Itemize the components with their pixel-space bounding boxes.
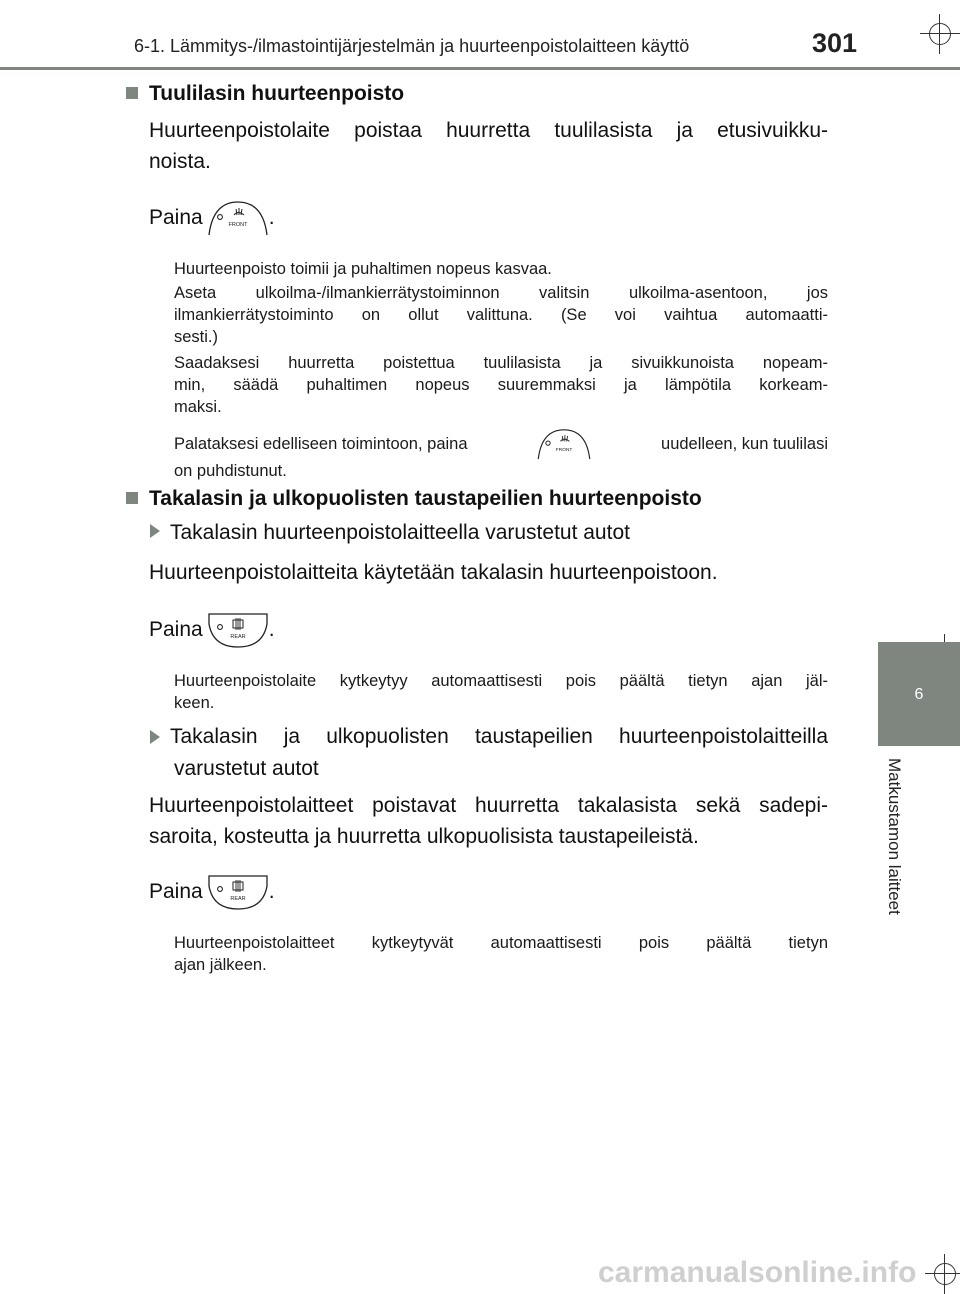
chapter-label: Matkustamon laitteet [885,758,904,915]
rear-button-text: REAR [230,634,246,640]
triangle-bullet-icon [150,524,160,538]
front-button-text-inline: FRONT [555,448,573,454]
rear-defroster-button-icon-2[interactable] [207,874,269,910]
rear-button-text-2: REAR [230,896,246,902]
crop-mark-bottom-right [925,1254,960,1294]
chapter-number: 6 [914,686,924,703]
front-defroster-button-icon[interactable] [207,200,269,236]
triangle-bullet-icon [150,730,160,744]
chapter-tab[interactable] [878,642,960,746]
watermark: carmanualsonline.info [598,1256,917,1289]
crop-mark-top-right [920,14,960,54]
note-windshield-2: Aseta ulkoilma-/ilmankierrätystoiminnon valitsin ulkoilma-asentoon, jos ilmankierrätystoiminto on ollut valittuna. (Se voi vaihtua automaatti- sesti.) [174,284,828,346]
front-defroster-button-icon-inline[interactable] [536,428,592,460]
note-rear-window: Huurteenpoistolaite kytkeytyy automaattisesti pois päältä tietyn ajan jäl- keen. [174,672,828,712]
note-windshield-1: Huurteenpoisto toimii ja puhaltimen nopeus kasvaa. [174,260,552,278]
header-title: 6-1. Lämmitys-/ilmastointijärjestelmän ja huurteenpoistolaitteen käyttö [134,36,690,56]
section-body-windshield: Huurteenpoistolaite poistaa huurretta tuulilasista ja etusivuikku- noista. [149,119,828,173]
square-bullet-icon [126,87,138,99]
subsection-body-rear-and-mirrors: Huurteenpoistolaitteet poistavat huurretta takalasista sekä sadepi- saroita, kosteutta ja huurretta ulkopuolisista taustapeileistä. [149,794,828,848]
note-windshield-3: Saadaksesi huurretta poistettua tuulilasista ja sivuikkunoista nopeam- min, säädä puhaltimen nopeus suuremmaksi ja lämpötila korkeam- maksi. [174,354,828,416]
press-rear-instruction-1: Paina REAR . [149,612,275,648]
header-rule [0,67,960,70]
subsection-body-rear-window: Huurteenpoistolaitteita käytetään takalasin huurteenpoistoon. [149,561,718,584]
subsection-title-rear-and-mirrors: Takalasin ja ulkopuolisten taustapeilien huurteenpoistolaitteilla varustetut autot [150,725,828,781]
front-button-text: FRONT [228,222,248,228]
subsection-title-rear-window: Takalasin huurteenpoistolaitteella varustetut autot [150,521,630,545]
note-rear-and-mirrors: Huurteenpoistolaitteet kytkeytyvät automaattisesti pois päältä tietyn ajan jälkeen. [174,934,828,974]
section-heading-rear: Takalasin ja ulkopuolisten taustapeilien huurteenpoisto [126,487,702,511]
square-bullet-icon [126,492,138,504]
section-heading-windshield: Tuulilasin huurteenpoisto [126,82,404,106]
note-windshield-return: Palataksesi edelliseen toimintoon, paina FRONT uudelleen, kun tuulilasi on puhdistunut. [174,428,828,482]
rear-defroster-button-icon[interactable] [207,612,269,648]
press-front-instruction: Paina FRONT . [149,200,275,236]
page-number: 301 [812,28,858,58]
press-rear-instruction-2: Paina REAR . [149,874,275,910]
